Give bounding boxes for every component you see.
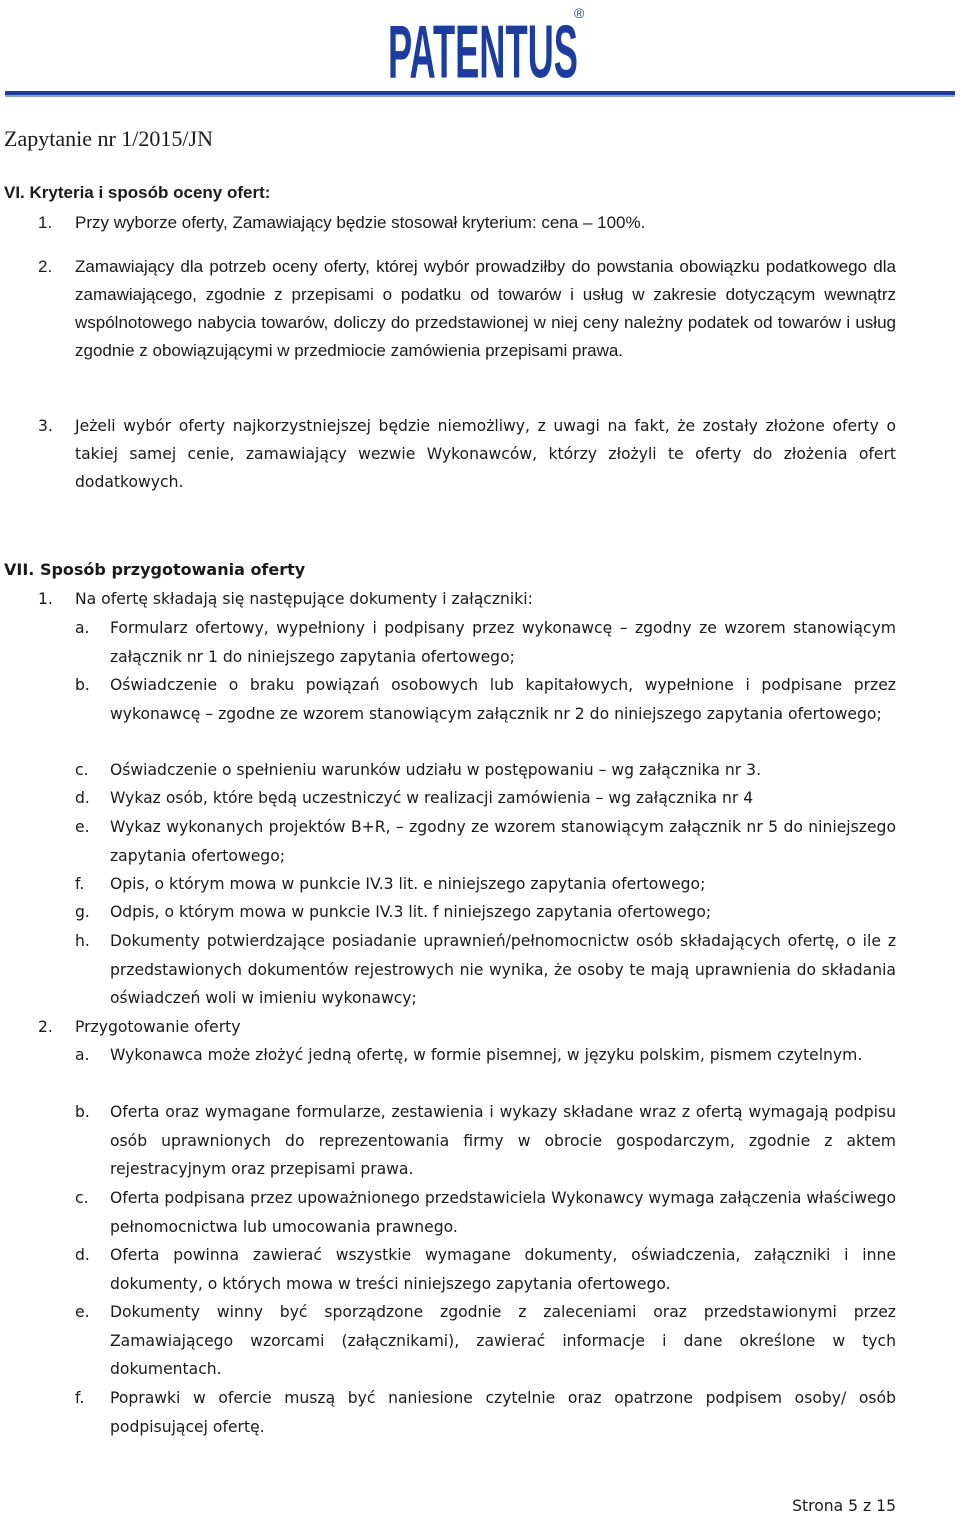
- list-item: Opis, o którym mowa w punkcie IV.3 lit. e niniejszego zapytania ofertowego;: [110, 875, 706, 893]
- criteria-item-3: Jeżeli wybór oferty najkorzystniejszej będzie niemożliwy, z uwagi na fakt, że zostały złożone oferty o takiej samej cenie, zamawiający wezwie Wykonawców, którzy złożyli te oferty do złożenia ofert dodatkowych.: [75, 417, 896, 491]
- list-letter: a.: [75, 1046, 90, 1064]
- item-number: 1.: [38, 590, 53, 608]
- list-letter: f.: [75, 1389, 85, 1407]
- list-letter: a.: [75, 619, 90, 637]
- list-item: Wykaz wykonanych projektów B+R, – zgodny ze wzorem stanowiącym załącznik nr 5 do niniejszego zapytania ofertowego;: [110, 818, 896, 865]
- item-number: 3.: [38, 417, 53, 435]
- item-number: 2.: [38, 257, 53, 276]
- section-7-title: VII. Sposób przygotowania oferty: [4, 560, 306, 579]
- list-item: Wykaz osób, które będą uczestniczyć w realizacji zamówienia – wg załącznika nr 4: [110, 789, 754, 807]
- list-letter: b.: [75, 1103, 90, 1121]
- list-item: Oświadczenie o braku powiązań osobowych lub kapitałowych, wypełnione i podpisane przez wykonawcę – zgodne ze wzorem stanowiącym załącznik nr 2 do niniejszego zapytania ofertowego;: [110, 676, 896, 723]
- list-letter: d.: [75, 1246, 90, 1264]
- list-item: Odpis, o którym mowa w punkcie IV.3 lit. f niniejszego zapytania ofertowego;: [110, 903, 712, 921]
- list-letter: e.: [75, 1303, 90, 1321]
- header-rule: [5, 90, 955, 97]
- list-letter: e.: [75, 818, 90, 836]
- criteria-item-1: Przy wyborze oferty, Zamawiający będzie stosował kryterium: cena – 100%.: [75, 213, 646, 232]
- list-letter: c.: [75, 1189, 89, 1207]
- list-item: Oferta podpisana przez upoważnionego przedstawiciela Wykonawcy wymaga załączenia właściwego pełnomocnictwa lub umocowania prawnego.: [110, 1189, 896, 1236]
- list-letter: d.: [75, 789, 90, 807]
- item-number: 2.: [38, 1018, 53, 1036]
- patentus-logo: [378, 2, 588, 88]
- document-reference: Zapytanie nr 1/2015/JN: [4, 126, 213, 151]
- section-6-title: VI. Kryteria i sposób oceny ofert:: [4, 183, 271, 202]
- logo-text: PATENTUS: [388, 9, 578, 88]
- list-letter: h.: [75, 932, 90, 950]
- list-letter: b.: [75, 676, 90, 694]
- registered-mark: ®: [574, 5, 585, 21]
- list-item: Dokumenty potwierdzające posiadanie uprawnień/pełnomocnictw osób składających ofertę, o ile z przedstawionych dokumentów rejestrowych nie wynika, że osoby te mają uprawnienia do składania oświadczeń woli w imieniu wykonawcy;: [110, 932, 896, 1007]
- criteria-item-2: Zamawiający dla potrzeb oceny oferty, której wybór prowadziłby do powstania obowiązku podatkowego dla zamawiającego, zgodnie z przepisami o podatku od towarów i usług w zakresie dotyczącym wewnątrz wspólnotowego nabycia towarów, doliczy do przedstawionej w niej ceny należny podatek od towarów i usług zgodnie z obowiązującymi w przedmiocie zamówienia przepisami prawa.: [75, 257, 896, 360]
- preparation-heading: Przygotowanie oferty: [75, 1018, 241, 1036]
- page-number: Strona 5 z 15: [792, 1497, 896, 1515]
- list-item: Wykonawca może złożyć jedną ofertę, w formie pisemnej, w języku polskim, pismem czytelnym.: [110, 1046, 863, 1064]
- list-item: Formularz ofertowy, wypełniony i podpisany przez wykonawcę – zgodny ze wzorem stanowiącym załącznik nr 1 do niniejszego zapytania ofertowego;: [110, 619, 896, 666]
- list-letter: f.: [75, 875, 85, 893]
- list-item: Oświadczenie o spełnieniu warunków udziału w postępowaniu – wg załącznika nr 3.: [110, 761, 762, 779]
- list-item: Dokumenty winny być sporządzone zgodnie z zaleceniami oraz przedstawionymi przez Zamawiającego wzorcami (załącznikami), zawierać informacje i dane określone w tych dokumentach.: [110, 1303, 896, 1378]
- documents-intro: Na ofertę składają się następujące dokumenty i załączniki:: [75, 590, 533, 608]
- list-item: Oferta oraz wymagane formularze, zestawienia i wykazy składane wraz z ofertą wymagają podpisu osób uprawnionych do reprezentowania firmy w obrocie gospodarczym, zgodnie z aktem rejestracyjnym oraz przepisami prawa.: [110, 1103, 896, 1178]
- item-number: 1.: [38, 213, 53, 232]
- list-item: Poprawki w ofercie muszą być naniesione czytelnie oraz opatrzone podpisem osoby/ osób podpisującej ofertę.: [110, 1389, 896, 1436]
- list-letter: g.: [75, 903, 90, 921]
- list-item: Oferta powinna zawierać wszystkie wymagane dokumenty, oświadczenia, załączniki i inne dokumenty, o których mowa w treści niniejszego zapytania ofertowego.: [110, 1246, 896, 1293]
- list-letter: c.: [75, 761, 89, 779]
